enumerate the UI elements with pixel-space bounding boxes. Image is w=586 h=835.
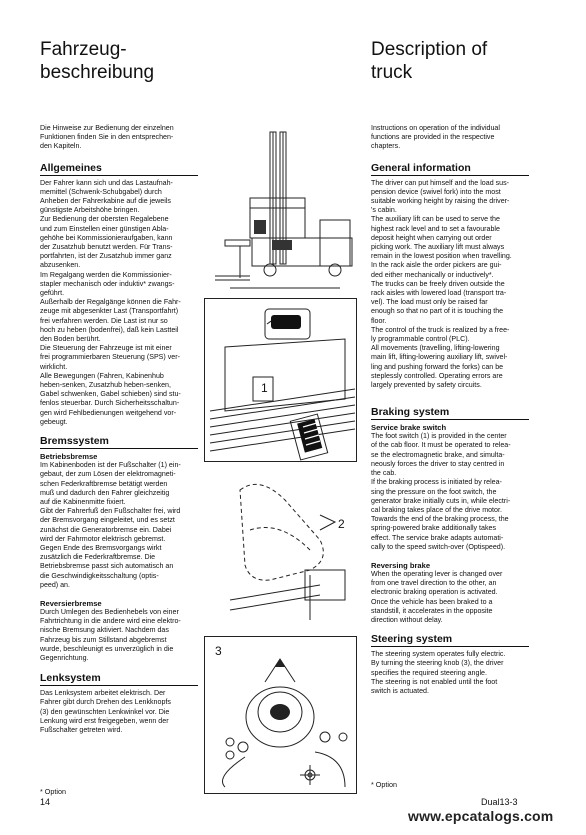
german-steer-text: Das Lenksystem arbeitet elektrisch. Der Fahrer gibt durch Drehen des Lenkknopfs (3) den gewünschten Lenkwinkel vor. Die Lenkung wird erst freigegeben, wenn der Fußschalter getreten wird. xyxy=(40,689,171,734)
english-general-text: The driver can put himself and the load sus- pension device (swivel fork) into the most suitable working height by raising the driver- 's cabin. The auxiliary lift can be used to serve the highest rack level and to set a favourable deposit height when carrying out order picking work. The auxiliary lift must always remain in the lowest position when travelling. In the rack aisle the order pickers are gui- ded either mechanically or inductively*. The trucks can be freely driven outside the rack aisles with lowered load (transport tra- vel). The load must only be raised far enough so that no part of it is touching the floor. The control of the truck is realized by a free- ly programmable control (PLC). All movements (travelling, lifting-lowering main lift, lifting-lowering auxiliary lift, swivel- ling and pushing forward the forks) can be steplessly controlled. Operating errors are largely prevented by safety circuits. xyxy=(371,178,512,390)
figure-label-1: 1 xyxy=(261,381,268,395)
divider xyxy=(40,685,198,686)
german-column xyxy=(40,124,198,735)
divider xyxy=(371,175,529,176)
brake-lever-illustration xyxy=(210,470,360,632)
english-page-title: Description of truck xyxy=(371,39,488,83)
divider xyxy=(40,448,198,449)
divider xyxy=(371,646,529,647)
divider xyxy=(371,419,529,420)
english-brake-text: The foot switch (1) is provided in the center of the cab floor. It must be operated to relea- se the electromagnetic brake, and simulta- neously forces the driver to stay centred in the cab. If the braking process is initiated by relea- sing the pressure on the foot switch, the generator brake initially cuts in, while electri- cal braking takes place of the drive motor. Towards the end of the braking process, the spring-powered brake additionally takes effect. The service brake adapts automati- cally to the speed switch-over (Optispeed). xyxy=(371,432,511,551)
figure-label-2: 2 xyxy=(338,517,345,531)
english-steer-heading: Steering system xyxy=(371,633,453,646)
german-brake-heading: Bremssystem xyxy=(40,435,109,448)
german-brake-subheading: Betriebsbremse xyxy=(40,452,98,462)
watermark-url: www.epcatalogs.com xyxy=(408,808,554,824)
english-steer-text: The steering system operates fully electric. By turning the steering knob (3), the driver specifies the required steering angle. The steering is not enabled until the foot switch is actuated. xyxy=(371,650,506,695)
german-page-number: 14 xyxy=(40,797,51,807)
german-reverse-text: Durch Umlegen des Bedienhebels von einer Fahrtrichtung in die andere wird eine elektro- nische Bremsung aktiviert. Nachdem das Fahrzeug bis zum Stillstand abgebremst wurde, beschleunigt es unverzüglich in die Gegenrichtung. xyxy=(40,607,181,662)
english-brake-subheading: Service brake switch xyxy=(371,423,447,433)
german-general-text: Der Fahrer kann sich und das Lastaufnah- memittel (Schwenk-Schubgabel) durch Anheben der Fahrerkabine auf die jeweils günstigste Arbeitshöhe bringen. Zur Bedienung der obersten Regalebene und zum Einstellen einer günstigen Abla- gehöhe bei Kommissionieraufgaben, kann der Zusatzhub benutzt werden. Für Trans- portfahrten, ist der Zusatzhub immer ganz abzusenken. Im Regalgang werden die Kommissionier- stapler mechanisch oder induktiv* zwangs- geführt. Außerhalb der Regalgänge können die Fahr- zeuge mit abgesenkter Last (Transportfahrt) frei verfahren werden. Die Last ist nur so hoch zu heben (bodenfrei), daß kein Lastteil den Boden berührt. Die Steuerung der Fahrzeuge ist mit einer frei programmierbaren Steuerung (SPS) ver- wirklicht. Alle Bewegungen (Fahren, Kabinenhub heben-senken, Zusatzhub heben-senken, Gabel schwenken, Gabel schieben) sind stu- fenlos steuerbar. Durch Sicherheitsschaltun- gen wird Fehlbedienungen weitgehend vor- gebeugt. xyxy=(40,178,181,426)
english-intro: Instructions on operation of the individual functions are provided in the respective chapters. xyxy=(371,124,500,151)
steering-knob-figure xyxy=(204,636,357,794)
divider xyxy=(40,175,198,176)
steering-knob-drawing xyxy=(205,637,356,793)
english-general-heading: General information xyxy=(371,161,471,174)
figure-label-3: 3 xyxy=(215,644,222,658)
english-footnote: * Option xyxy=(371,780,397,789)
german-steer-heading: Lenksystem xyxy=(40,672,101,685)
german-intro: Die Hinweise zur Bedienung der einzelnen Funktionen finden Sie in den entsprechen- den Kapiteln. xyxy=(40,124,174,151)
english-reverse-text: When the operating lever is changed over from one travel direction to the other, an electronic braking operation is activated. Once the vehicle has been braked to a standstill, it accelerates in the opposite direction without delay. xyxy=(371,569,503,624)
english-page-number: Dual13-3 xyxy=(481,797,518,807)
german-footnote: * Option xyxy=(40,787,66,796)
foot-switch-figure xyxy=(204,298,357,462)
german-reverse-subheading: Reversierbremse xyxy=(40,598,102,608)
english-brake-heading: Braking system xyxy=(371,406,450,419)
english-reverse-subheading: Reversing brake xyxy=(371,560,431,570)
foot-switch-drawing xyxy=(205,299,356,461)
german-brake-text: Im Kabinenboden ist der Fußschalter (1) ein- gebaut, der zum Lösen der elektromagneti- schen Federkraftbremse betätigt werden muß und dadurch den Fahrer gleichzeitig auf die Kabinenmitte fixiert. Gibt der Fahrerfuß den Fußschalter frei, wird der Bremsvorgang eingeleitet, und es setzt zunächst die Generatorbremse ein. Dabei wird der Fahrmotor elektrisch gebremst. Gegen Ende des Bremsvorgangs wirkt zusätzlich die Federkraftbremse. Die Betriebsbremse passt sich automatisch an die Geschwindigkeitsschaltung (optis- peed) an. xyxy=(40,461,181,589)
german-page-title: Fahrzeug- beschreibung xyxy=(40,39,155,83)
german-general-heading: Allgemeines xyxy=(40,161,102,174)
truck-illustration xyxy=(210,128,355,298)
english-column xyxy=(371,124,529,696)
